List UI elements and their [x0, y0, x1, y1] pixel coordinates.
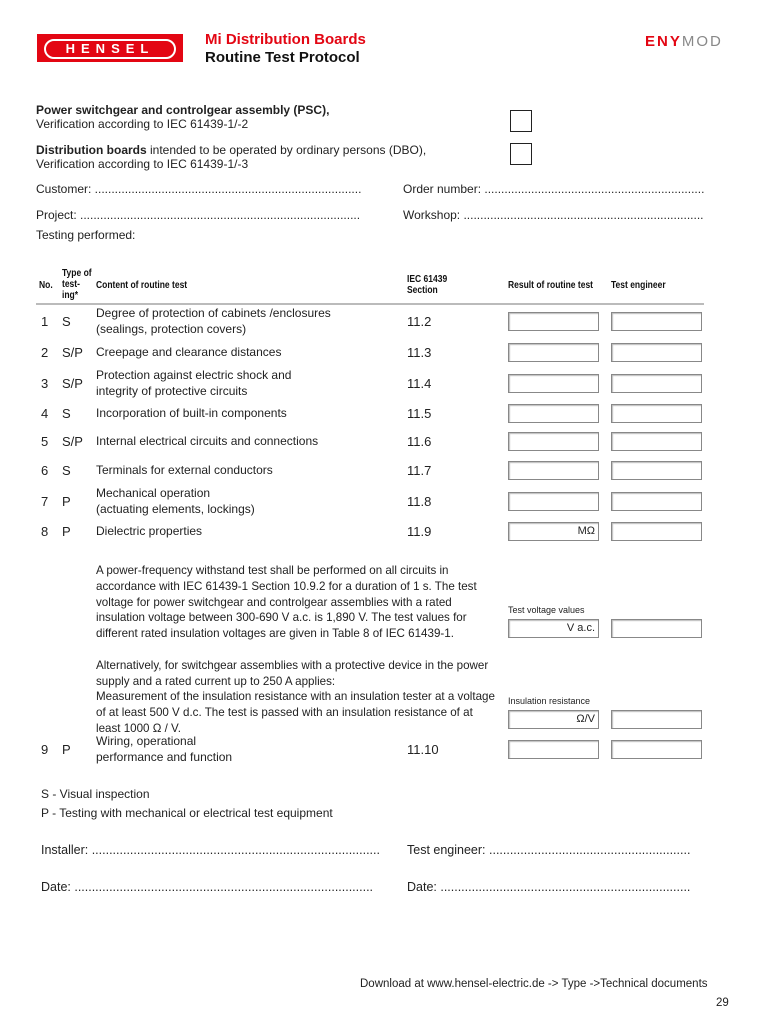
- row-number: 7: [41, 494, 49, 509]
- result-input[interactable]: [508, 461, 599, 480]
- engineer-input[interactable]: [611, 461, 702, 480]
- engineer-input[interactable]: [611, 343, 702, 362]
- test-voltage-engineer-input[interactable]: [611, 619, 702, 638]
- download-note: Download at www.hensel-electric.de -> Type ->Technical documents: [360, 978, 708, 990]
- row-type: S: [62, 314, 71, 329]
- row-number: 9: [41, 742, 49, 757]
- row-type: S: [62, 463, 71, 478]
- content-line: Protection against electric shock and: [96, 368, 292, 382]
- row-section: 11.2: [407, 314, 432, 329]
- row-number: 5: [41, 434, 49, 449]
- row-section: 11.3: [407, 345, 432, 360]
- col-engineer: Test engineer: [611, 280, 666, 291]
- result-input[interactable]: [508, 492, 599, 511]
- date-field-engineer[interactable]: Date: ........................................................................: [407, 880, 691, 894]
- test-engineer-field[interactable]: Test engineer: ..........................................................: [407, 843, 691, 857]
- row-type: S/P: [62, 434, 83, 449]
- result-input[interactable]: [508, 374, 599, 393]
- project-field[interactable]: Project: ....................................................................................: [36, 208, 361, 222]
- row-section: 11.10: [407, 742, 439, 757]
- row-content: [96, 733, 232, 765]
- doc-title: Mi Distribution Boards: [205, 31, 366, 48]
- enymod-logo: ENYMOD: [645, 33, 723, 50]
- dbo-option: Distribution boards intended to be operated by ordinary persons (DBO), Verification according to IEC 61439-1/-3: [36, 143, 427, 171]
- order-number-field[interactable]: Order number: ..................................................................: [403, 182, 705, 196]
- row-section: 11.9: [407, 524, 432, 539]
- row-content: [96, 344, 281, 360]
- customer-field[interactable]: Customer: ................................................................................: [36, 182, 362, 196]
- row-number: 1: [41, 314, 49, 329]
- result-input[interactable]: [508, 343, 599, 362]
- result-input[interactable]: [508, 522, 599, 541]
- engineer-input[interactable]: [611, 432, 702, 451]
- col-no: No.: [39, 280, 53, 291]
- row-content: [96, 485, 255, 517]
- testing-performed-label: Testing performed:: [36, 228, 136, 242]
- row-section: 11.8: [407, 494, 432, 509]
- workshop-field[interactable]: Workshop: ........................................................................: [403, 208, 704, 222]
- row-content: [96, 405, 287, 421]
- hensel-logo: HENSEL: [37, 34, 183, 62]
- engineer-input[interactable]: [611, 374, 702, 393]
- page-number: 29: [716, 997, 729, 1009]
- row-type: S/P: [62, 345, 83, 360]
- insulation-input[interactable]: Ω/V: [508, 710, 599, 729]
- content-line: Internal electrical circuits and connections: [96, 434, 319, 448]
- insulation-engineer-input[interactable]: [611, 710, 702, 729]
- content-line: integrity of protective circuits: [96, 384, 248, 398]
- test-voltage-label: Test voltage values: [508, 605, 585, 615]
- doc-subtitle: Routine Test Protocol: [205, 49, 360, 66]
- row-content: [96, 305, 331, 337]
- legend-p: P - Testing with mechanical or electrical test equipment: [41, 806, 333, 820]
- dielectric-text-1: A power-frequency withstand test shall be performed on all circuits in accordance with IEC 61439-1 Section 10.9.2 for a duration of 1 s. The test voltage for power switchgear and controlgear assemblies with a rated insulation voltage between 300-690 V a.c. is 1,890 V. The test values for different rated insulation voltages are given in Table 8 of IEC 61439-1.: [96, 564, 477, 641]
- engineer-input[interactable]: [611, 522, 702, 541]
- psc-option: Power switchgear and controlgear assembly (PSC), Verification according to IEC 61439-1/-2: [36, 103, 330, 131]
- engineer-input[interactable]: [611, 404, 702, 423]
- row-content: [96, 367, 291, 399]
- row-type: P: [62, 524, 71, 539]
- result-input[interactable]: [508, 312, 599, 331]
- engineer-input[interactable]: [611, 740, 702, 759]
- content-line: Dielectric properties: [96, 524, 203, 538]
- content-line: (actuating elements, lockings): [96, 502, 255, 516]
- content-line: Degree of protection of cabinets /enclosures: [96, 306, 331, 320]
- installer-field[interactable]: Installer: ...................................................................................: [41, 843, 380, 857]
- row-number: 2: [41, 345, 49, 360]
- row-section: 11.4: [407, 376, 432, 391]
- row-number: 3: [41, 376, 49, 391]
- row-type: S/P: [62, 376, 83, 391]
- result-input[interactable]: [508, 404, 599, 423]
- row-type: P: [62, 742, 71, 757]
- dielectric-text-3: Measurement of the insulation resistance with an insulation tester at a voltage of at least 500 V d.c. The test is passed with an insulation resistance of at least 1000 Ω / V.: [96, 690, 495, 735]
- col-content: Content of routine test: [96, 280, 188, 291]
- content-line: Incorporation of built-in components: [96, 406, 287, 420]
- col-type: Type of test- ing*: [62, 268, 92, 301]
- psc-checkbox[interactable]: [510, 110, 532, 132]
- row-type: S: [62, 406, 71, 421]
- row-content: [96, 523, 202, 539]
- engineer-input[interactable]: [611, 312, 702, 331]
- content-line: Mechanical operation: [96, 486, 211, 500]
- content-line: Terminals for external conductors: [96, 463, 273, 477]
- row-type: P: [62, 494, 71, 509]
- result-input[interactable]: [508, 432, 599, 451]
- dbo-checkbox[interactable]: [510, 143, 532, 165]
- result-input[interactable]: [508, 740, 599, 759]
- test-voltage-input[interactable]: V a.c.: [508, 619, 599, 638]
- legend-s: S - Visual inspection: [41, 787, 150, 801]
- content-line: (sealings, protection covers): [96, 322, 247, 336]
- dielectric-text-2: Alternatively, for switchgear assemblies with a protective device in the power supply and a rated current up to 250 A applies:: [96, 659, 489, 688]
- row-section: 11.7: [407, 463, 432, 478]
- insulation-label: Insulation resistance: [508, 696, 591, 706]
- col-result: Result of routine test: [508, 280, 594, 291]
- row-section: 11.5: [407, 406, 432, 421]
- content-line: Wiring, operational: [96, 734, 197, 748]
- date-field-installer[interactable]: Date: ......................................................................................: [41, 880, 374, 894]
- row-number: 8: [41, 524, 49, 539]
- row-number: 4: [41, 406, 49, 421]
- row-number: 6: [41, 463, 49, 478]
- engineer-input[interactable]: [611, 492, 702, 511]
- unit-label: MΩ: [577, 525, 595, 537]
- row-content: [96, 462, 273, 478]
- content-line: performance and function: [96, 750, 233, 764]
- content-line: Creepage and clearance distances: [96, 345, 282, 359]
- col-section: IEC 61439 Section: [407, 274, 448, 296]
- row-content: [96, 433, 318, 449]
- row-section: 11.6: [407, 434, 432, 449]
